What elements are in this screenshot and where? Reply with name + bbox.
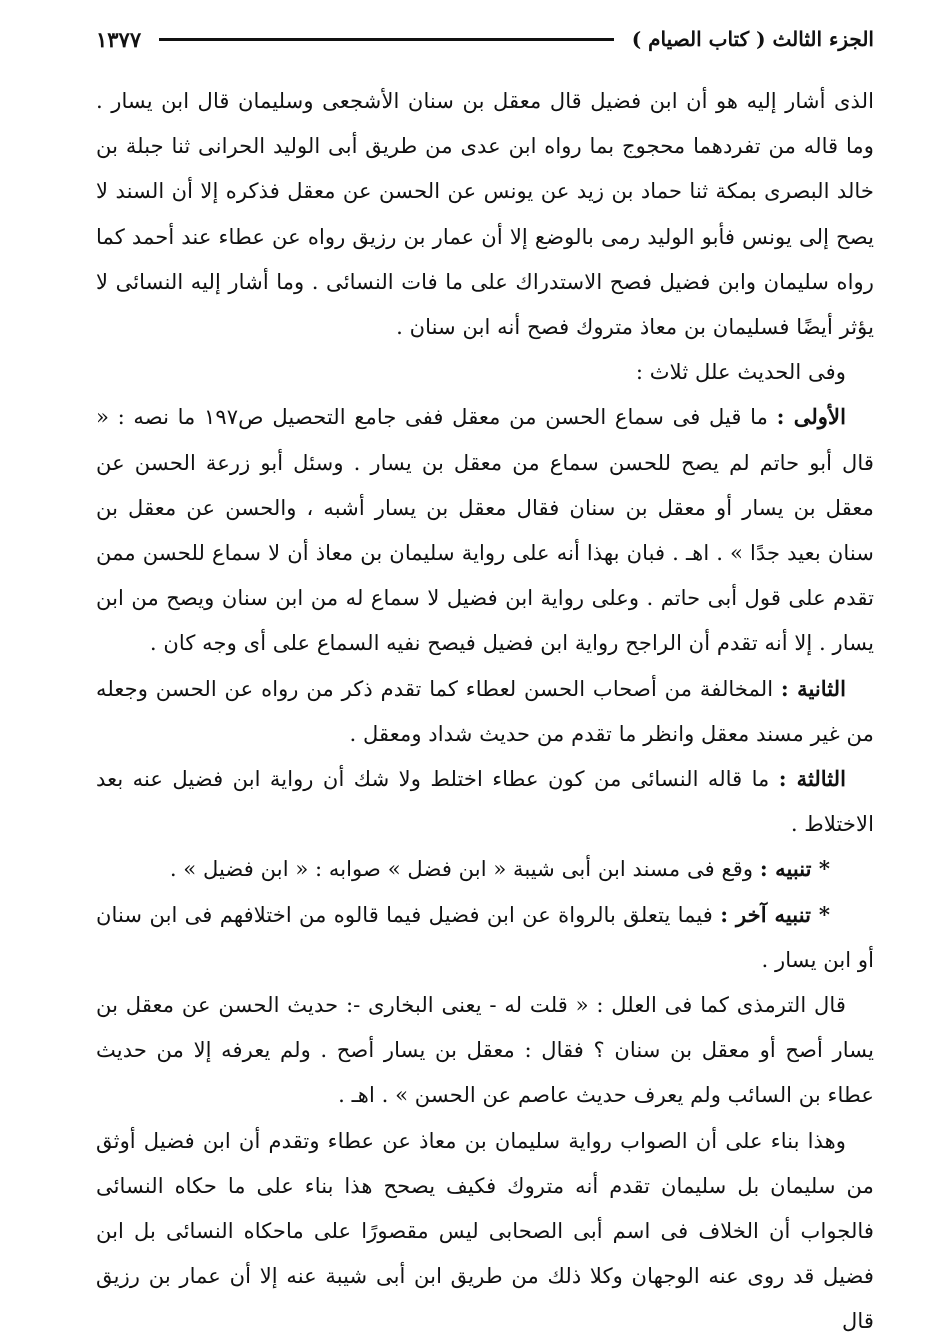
third-defect-text: ما قاله النسائى من كون عطاء اختلط ولا شك أن رواية ابن فضيل عنه بعد الاختلاط . (96, 766, 874, 837)
page-body (96, 78, 874, 1344)
third-defect-heading: الثالثة : (778, 766, 846, 792)
second-defect-text: المخالفة من أصحاب الحسن لعطاء كما تقدم ذكر من رواه عن الحسن وجعله من غير مسند معقل وانظر ما تقدم من حديث شداد ومعقل . (96, 675, 874, 746)
first-defect-text: ما قيل فى سماع الحسن من معقل ففى جامع التحصيل ص١٩٧ ما نصه : « قال أبو حاتم لم يصح للحسن سماع من معقل بن يسار . وسئل أبو زرعة الحسن عن معقل بن يسار أو معقل بن سنان فقال معقل بن يسار أشبه ، والحسن عن معقل بن سنان بعيد جدًا » . اهـ . فبان بهذا أنه على رواية سليمان بن معاذ أن لا سماع للحسن ممن تقدم على قول أبى حاتم . وعلى رواية ابن فضيل لا سماع له من ابن سنان ويصح من ابن يسار . إلا أنه تقدم أن الراجح رواية ابن فضيل فيصح نفيه السماع على أى وجه كان . (96, 404, 874, 656)
paragraph-tirmidhi: قال الترمذى كما فى العلل : « قلت له - يعنى البخارى -: حديث الحسن عن معقل بن يسار أصح أو معقل بن سنان ؟ فقال : معقل بن يسار أصح . ولم يعرفه إلا من حديث عطاء بن السائب ولم يعرف حديث عاصم عن الحسن » . اهـ . (96, 992, 874, 1108)
note-1 (96, 846, 874, 891)
note-2-heading: تنبيه آخر : (720, 901, 819, 927)
page-header (96, 22, 874, 56)
paragraph-final: وهذا بناء على أن الصواب رواية سليمان بن معاذ عن عطاء وتقدم أن ابن فضيل أوثق من سليمان بل سليمان تقدم أنه متروك فكيف يصحح هذا بناء على ما حكاه النسائى فالجواب أن الخلاف فى اسم أبى الصحابى ليس مقصورًا على ماحكاه النسائى بل ابن فضيل قد روى عنه الوجهان وكلا ذلك من طريق ابن أبى شيبة عنه إلا أن عمار بن رزيق قال (96, 1127, 874, 1334)
note-1-text: وقع فى مسند ابن أبى شيبة « ابن فضل » صوابه : « ابن فضيل » . (169, 856, 760, 882)
note-2 (96, 892, 874, 982)
note-2-text: فيما يتعلق بالرواة عن ابن فضيل فيما قالوه من اختلافهم فى ابن سنان أو ابن يسار . (96, 901, 874, 972)
paragraph-third-defect (96, 756, 874, 846)
second-defect-heading: الثانية : (780, 675, 846, 701)
paragraph-2: وفى الحديث علل ثلاث : (635, 359, 846, 385)
paragraph-second-defect (96, 666, 874, 756)
page-number: ١٣٧٧ (96, 26, 142, 52)
header-rule (159, 38, 614, 41)
document-page (96, 22, 874, 1334)
paragraph-first-defect (96, 394, 874, 665)
note-1-heading: تنبيه : (759, 856, 819, 882)
running-title: الجزء الثالث ( كتاب الصيام ) (631, 27, 874, 51)
paragraph-1: الذى أشار إليه هو أن ابن فضيل قال معقل بن سنان الأشجعى وسليمان قال ابن يسار . وما قاله من تفردهما محجوج بما رواه ابن عدى من طريق أبى الوليد الحرانى ثنا جبلة بن خالد البصرى بمكة ثنا حماد بن زيد عن يونس عن الحسن عن معقل فذكره إلا أن السند لا يصح إلى يونس فأبو الوليد رمى بالوضع إلا أن عمار بن رزيق رواه عن عطاء عند أحمد كما رواه سليمان وابن فضيل فصح الاستدراك على ما فات النسائى . وما أشار إليه النسائى لا يؤثر أيضًا فسليمان بن معاذ متروك فصح أنه ابن سنان . (96, 88, 874, 340)
asterisk-icon: * (818, 901, 831, 927)
first-defect-heading: الأولى : (776, 404, 847, 430)
asterisk-icon: * (818, 856, 830, 882)
